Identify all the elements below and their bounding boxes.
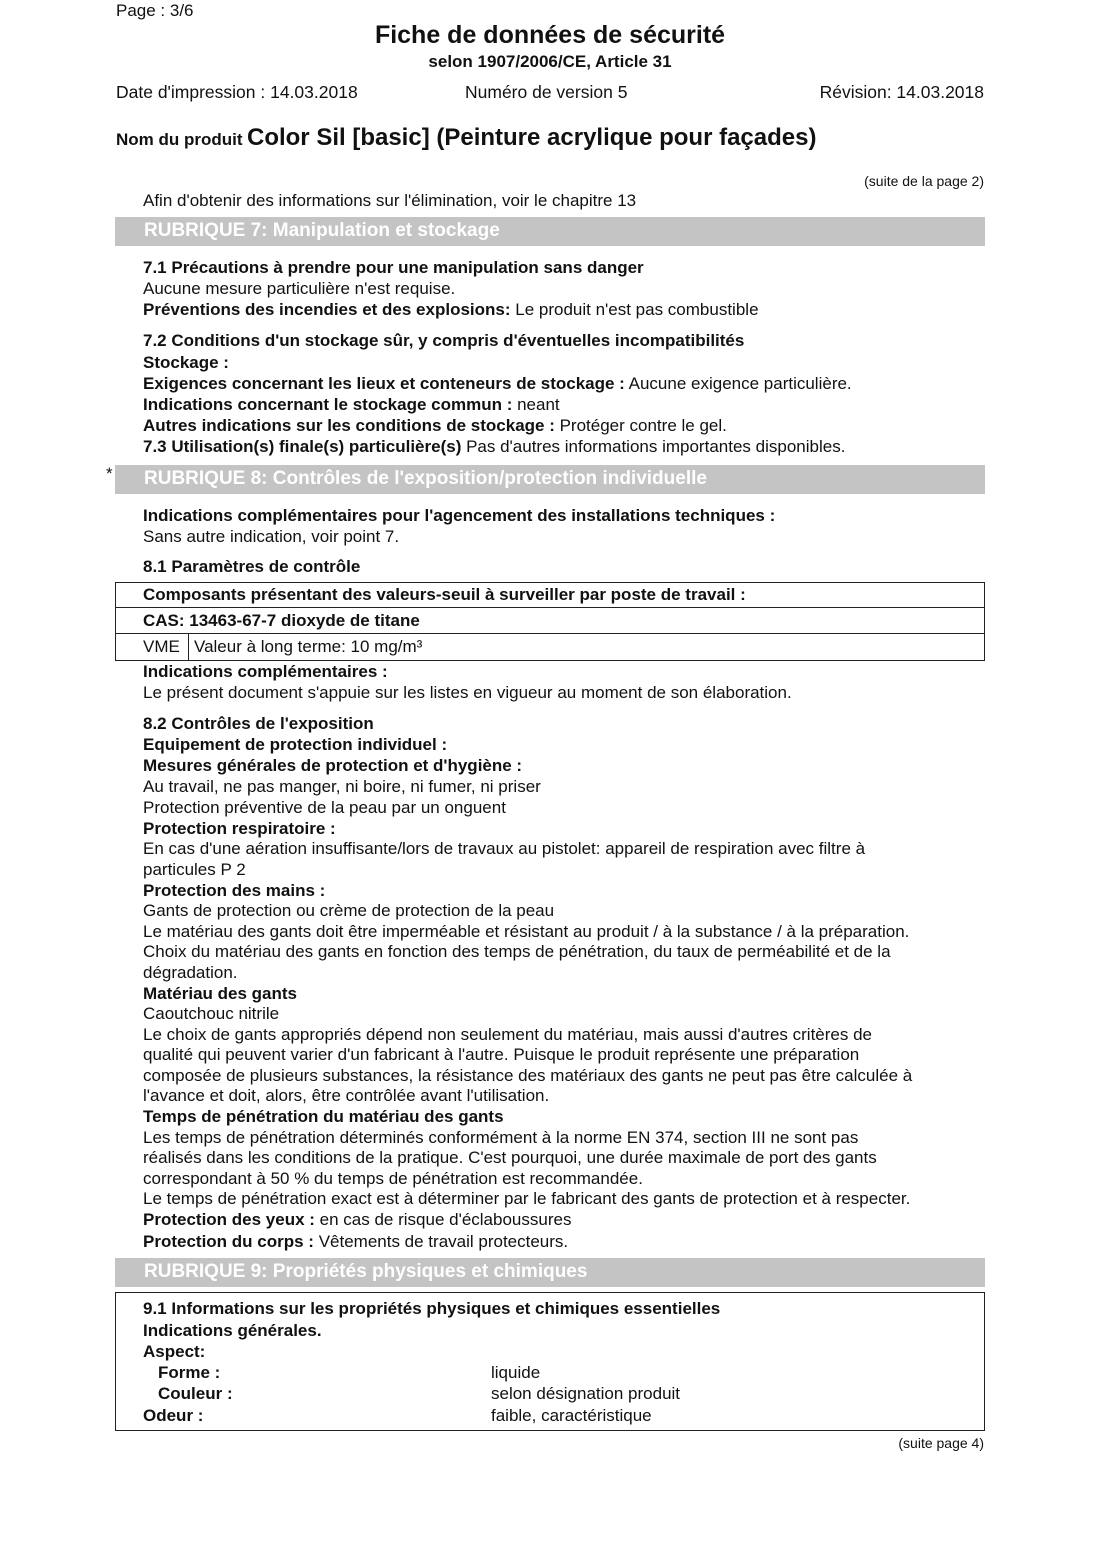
heading-8-1: 8.1 Paramètres de contrôle	[143, 557, 361, 576]
body-protection-label: Protection du corps :	[143, 1232, 314, 1251]
section-7-header	[115, 217, 985, 246]
page-number: Page : 3/6	[116, 1, 194, 20]
general-measures-text: Protection préventive de la peau par un onguent	[143, 798, 506, 817]
product-line	[116, 124, 816, 152]
eye-protection-label: Protection des yeux :	[143, 1210, 315, 1229]
common-storage-label: Indications concernant le stockage commun :	[143, 395, 513, 414]
product-label: Nom du produit	[116, 130, 243, 149]
section-9-header	[115, 1258, 985, 1287]
heading-8-2: 8.2 Contrôles de l'exposition	[143, 714, 374, 733]
table-title: Composants présentant des valeurs-seuil à surveiller par poste de travail :	[143, 585, 746, 604]
general-indications: Indications générales.	[143, 1321, 322, 1340]
revision-date: Révision: 14.03.2018	[819, 82, 984, 102]
ppe-label: Equipement de protection individuel :	[143, 735, 448, 754]
continued-from: (suite de la page 2)	[864, 173, 984, 189]
revision-marker: *	[106, 464, 113, 483]
complementary-value: Le présent document s'appuie sur les listes en vigueur au moment de son élaboration.	[143, 683, 792, 702]
odor-label: Odeur :	[143, 1406, 204, 1425]
penetration-label: Temps de pénétration du matériau des gants	[143, 1107, 504, 1126]
color-value: selon désignation produit	[491, 1384, 681, 1403]
eye-protection-value: en cas de risque d'éclaboussures	[314, 1210, 572, 1229]
form-value: liquide	[491, 1363, 541, 1382]
penetration-text: correspondant à 50 % du temps de pénétration est recommandée.	[143, 1169, 643, 1188]
table-divider	[115, 607, 985, 608]
section-7-title: RUBRIQUE 7: Manipulation et stockage	[144, 220, 500, 241]
glove-material-text: composée de plusieurs substances, la résistance des matériaux des gants ne peut pas être calculée à	[143, 1066, 913, 1085]
glove-material-text: Caoutchouc nitrile	[143, 1004, 280, 1023]
glove-material-label: Matériau des gants	[143, 984, 297, 1003]
specific-end-use-label: 7.3 Utilisation(s) finale(s) particulière(s)	[143, 437, 462, 456]
technical-indications-label: Indications complémentaires pour l'agencement des installations techniques :	[143, 506, 776, 525]
hands-label: Protection des mains :	[143, 881, 326, 900]
fire-prevention-value: Le produit n'est pas combustible	[510, 300, 759, 319]
respiratory-text: En cas d'une aération insuffisante/lors de travaux au pistolet: appareil de respiration avec filtre à	[143, 839, 866, 858]
heading-7-2: 7.2 Conditions d'un stockage sûr, y compris d'éventuelles incompatibilités	[143, 331, 745, 350]
other-storage-value: Protéger contre le gel.	[554, 416, 727, 435]
storage-label: Stockage :	[143, 353, 229, 372]
document-title: Fiche de données de sécurité	[374, 21, 726, 49]
other-storage-label: Autres indications sur les conditions de stockage :	[143, 416, 555, 435]
table-code: VME	[143, 637, 180, 656]
section-8-title: RUBRIQUE 8: Contrôles de l'exposition/protection individuelle	[144, 468, 707, 489]
common-storage-value: neant	[512, 395, 560, 414]
respiratory-label: Protection respiratoire :	[143, 819, 336, 838]
other-storage	[143, 415, 727, 436]
general-measures-label: Mesures générales de protection et d'hygiène :	[143, 756, 523, 775]
complementary-label: Indications complémentaires :	[143, 662, 388, 681]
product-name: Color Sil [basic] (Peinture acrylique pour façades)	[246, 124, 817, 151]
version-number: Numéro de version 5	[465, 82, 628, 102]
section-8-header	[115, 465, 985, 494]
fire-prevention-label: Préventions des incendies et des explosions:	[143, 300, 511, 319]
penetration-text: Les temps de pénétration déterminés conformément à la norme EN 374, section III ne sont pas	[143, 1128, 859, 1147]
odor-value: faible, caractéristique	[491, 1406, 652, 1425]
hands-text: dégradation.	[143, 963, 238, 982]
print-date: Date d'impression : 14.03.2018	[116, 82, 358, 102]
form-label: Forme :	[158, 1363, 221, 1382]
glove-material-text: Le choix de gants appropriés dépend non seulement du matériau, mais aussi d'autres critères de	[143, 1025, 873, 1044]
table-value: Valeur à long terme: 10 mg/m³	[194, 637, 423, 656]
text-7-1: Aucune mesure particulière n'est requise.	[143, 279, 456, 298]
aspect-label: Aspect:	[143, 1342, 206, 1361]
heading-9-1: 9.1 Informations sur les propriétés physiques et chimiques essentielles	[143, 1299, 721, 1318]
glove-material-text: qualité qui peuvent varier d'un fabricant à l'autre. Puisque le produit représente une préparation	[143, 1045, 860, 1064]
penetration-text: réalisés dans les conditions de la pratique. C'est pourquoi, une durée maximale de port des gants	[143, 1148, 877, 1167]
general-measures-text: Au travail, ne pas manger, ni boire, ni fumer, ni priser	[143, 777, 541, 796]
continued-to: (suite page 4)	[898, 1435, 984, 1451]
body-protection-value: Vêtements de travail protecteurs.	[313, 1232, 569, 1251]
storage-requirements	[143, 373, 852, 394]
section-9-title: RUBRIQUE 9: Propriétés physiques et chimiques	[144, 1261, 588, 1282]
hands-text: Gants de protection ou crème de protection de la peau	[143, 901, 555, 920]
common-storage	[143, 394, 560, 415]
technical-indications-value: Sans autre indication, voir point 7.	[143, 527, 400, 546]
specific-end-use	[143, 436, 845, 457]
body-protection	[143, 1231, 568, 1252]
table-cas: CAS: 13463-67-7 dioxyde de titane	[143, 611, 420, 630]
respiratory-text: particules P 2	[143, 860, 246, 879]
storage-req-label: Exigences concernant les lieux et conteneurs de stockage :	[143, 374, 625, 393]
heading-7-1: 7.1 Précautions à prendre pour une manipulation sans danger	[143, 258, 644, 277]
specific-end-use-value: Pas d'autres informations importantes disponibles.	[461, 437, 846, 456]
storage-req-value: Aucune exigence particulière.	[624, 374, 852, 393]
glove-material-text: l'avance et doit, alors, être contrôlée avant l'utilisation.	[143, 1086, 550, 1105]
document-subtitle: selon 1907/2006/CE, Article 31	[428, 52, 672, 71]
hands-text: Le matériau des gants doit être imperméable et résistant au produit / à la substance / à la préparation.	[143, 922, 910, 941]
hands-text: Choix du matériau des gants en fonction des temps de pénétration, du taux de perméabilité et de la	[143, 942, 891, 961]
table-divider	[188, 633, 189, 660]
fire-prevention	[143, 299, 759, 320]
intro-text: Afin d'obtenir des informations sur l'élimination, voir le chapitre 13	[143, 191, 637, 210]
table-divider	[115, 633, 985, 634]
eye-protection	[143, 1209, 571, 1230]
color-label: Couleur :	[158, 1384, 233, 1403]
penetration-text: Le temps de pénétration exact est à déterminer par le fabricant des gants de protection et à respecter.	[143, 1189, 911, 1208]
